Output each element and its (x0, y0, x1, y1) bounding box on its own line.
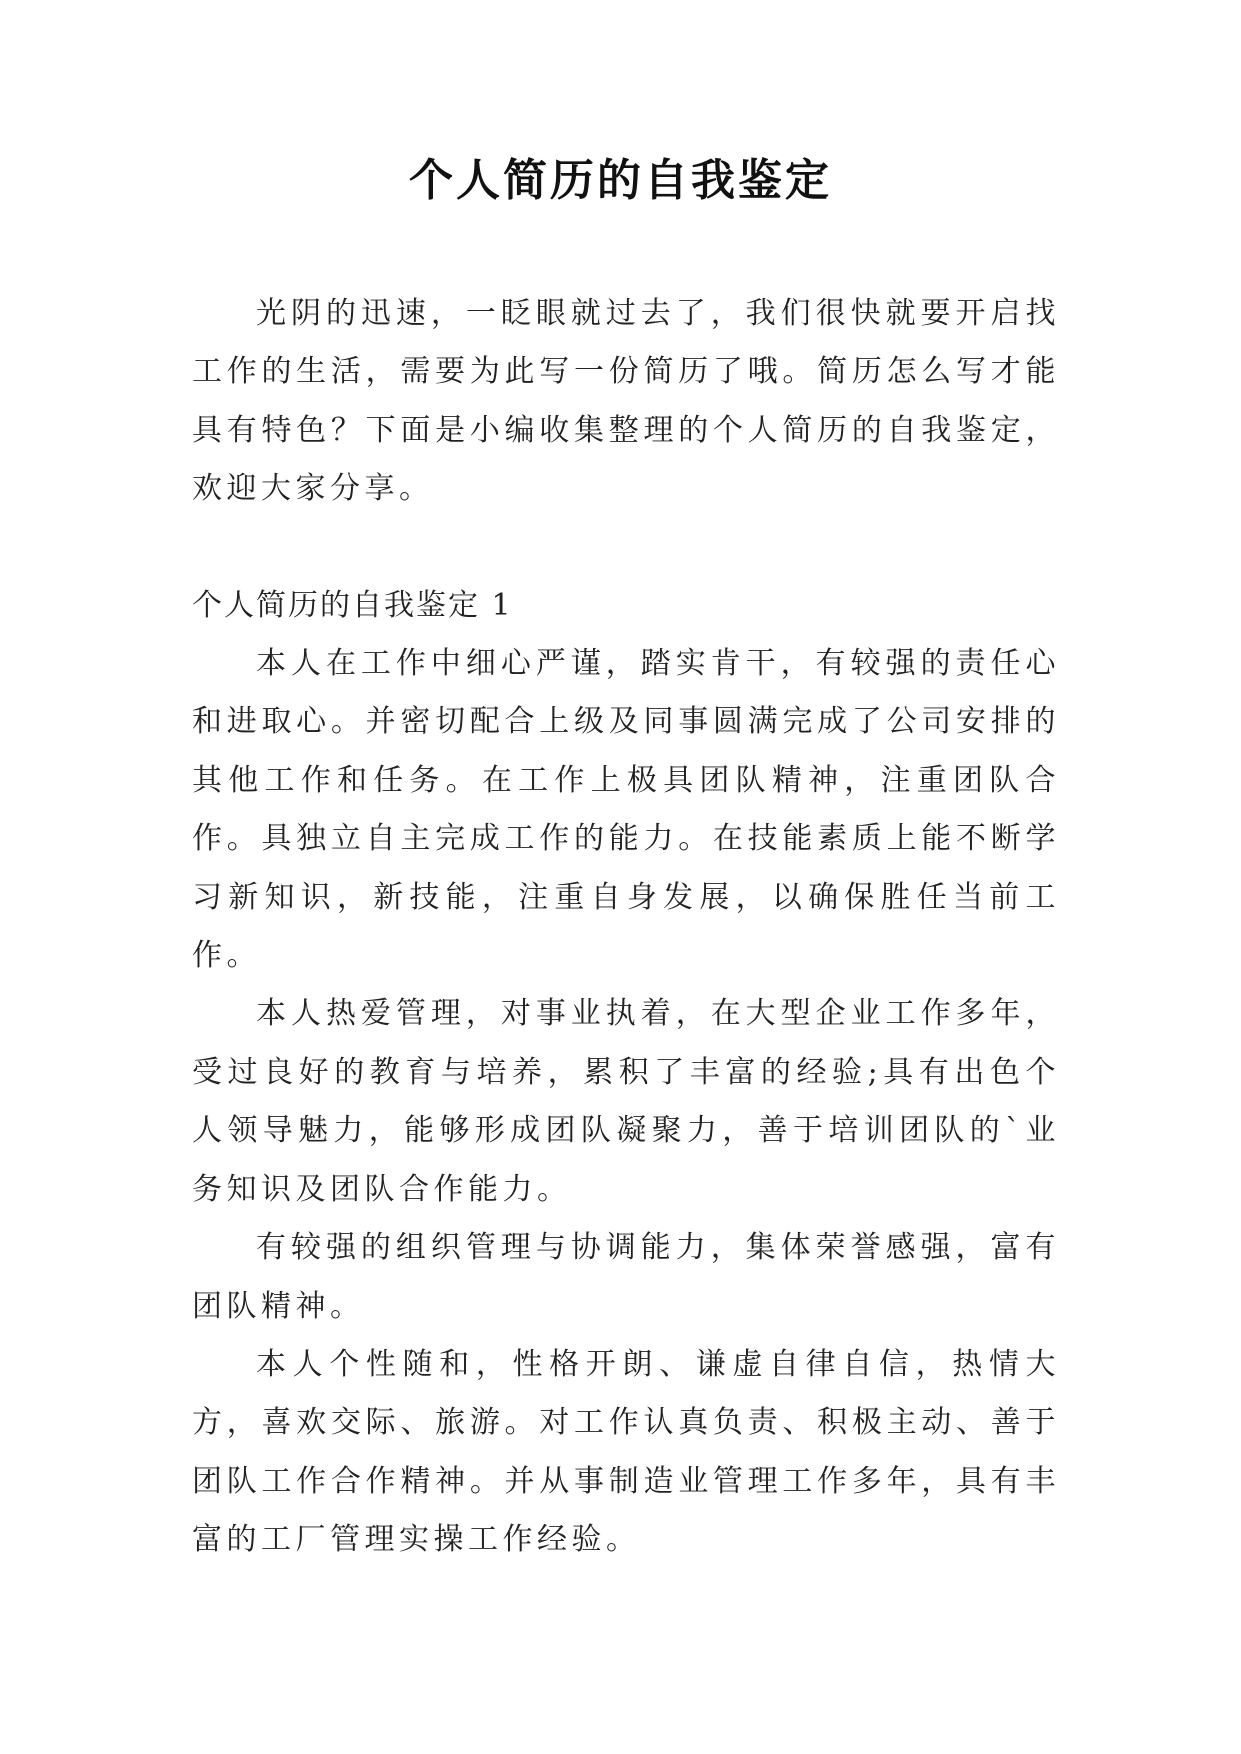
document-title: 个人简历的自我鉴定 (409, 155, 832, 206)
body-paragraph-1: 本人在工作中细心严谨，踏实肯干，有较强的责任心和进取心。并密切配合上级及同事圆满完成了公司安排的其他工作和任务。在工作上极具团队精神，注重团队合作。具独立自主完成工作的能力。在技能素质上能不断学习新知识，新技能，注重自身发展，以确保胜任当前工作。 (192, 646, 1060, 974)
body-paragraph-3: 有较强的组织管理与协调能力，集体荣誉感强，富有团队精神。 (192, 1230, 1060, 1324)
body-paragraph-2: 本人热爱管理，对事业执着，在大型企业工作多年，受过良好的教育与培养，累积了丰富的经验;具有出色个人领导魅力，能够形成团队凝聚力，善于培训团队的`业务知识及团队合作能力。 (192, 996, 1060, 1207)
section-heading: 个人简历的自我鉴定 1 (192, 587, 513, 623)
document-body (192, 285, 1060, 1570)
body-paragraph-4: 本人个性随和，性格开朗、谦虚自律自信，热情大方，喜欢交际、旅游。对工作认真负责、积极主动、善于团队工作合作精神。并从事制造业管理工作多年，具有丰富的工厂管理实操工作经验。 (192, 1346, 1060, 1558)
intro-paragraph: 光阴的迅速，一眨眼就过去了，我们很快就要开启找工作的生活，需要为此写一份简历了哦。简历怎么写才能具有特色？下面是小编收集整理的个人简历的自我鉴定，欢迎大家分享。 (192, 296, 1060, 507)
